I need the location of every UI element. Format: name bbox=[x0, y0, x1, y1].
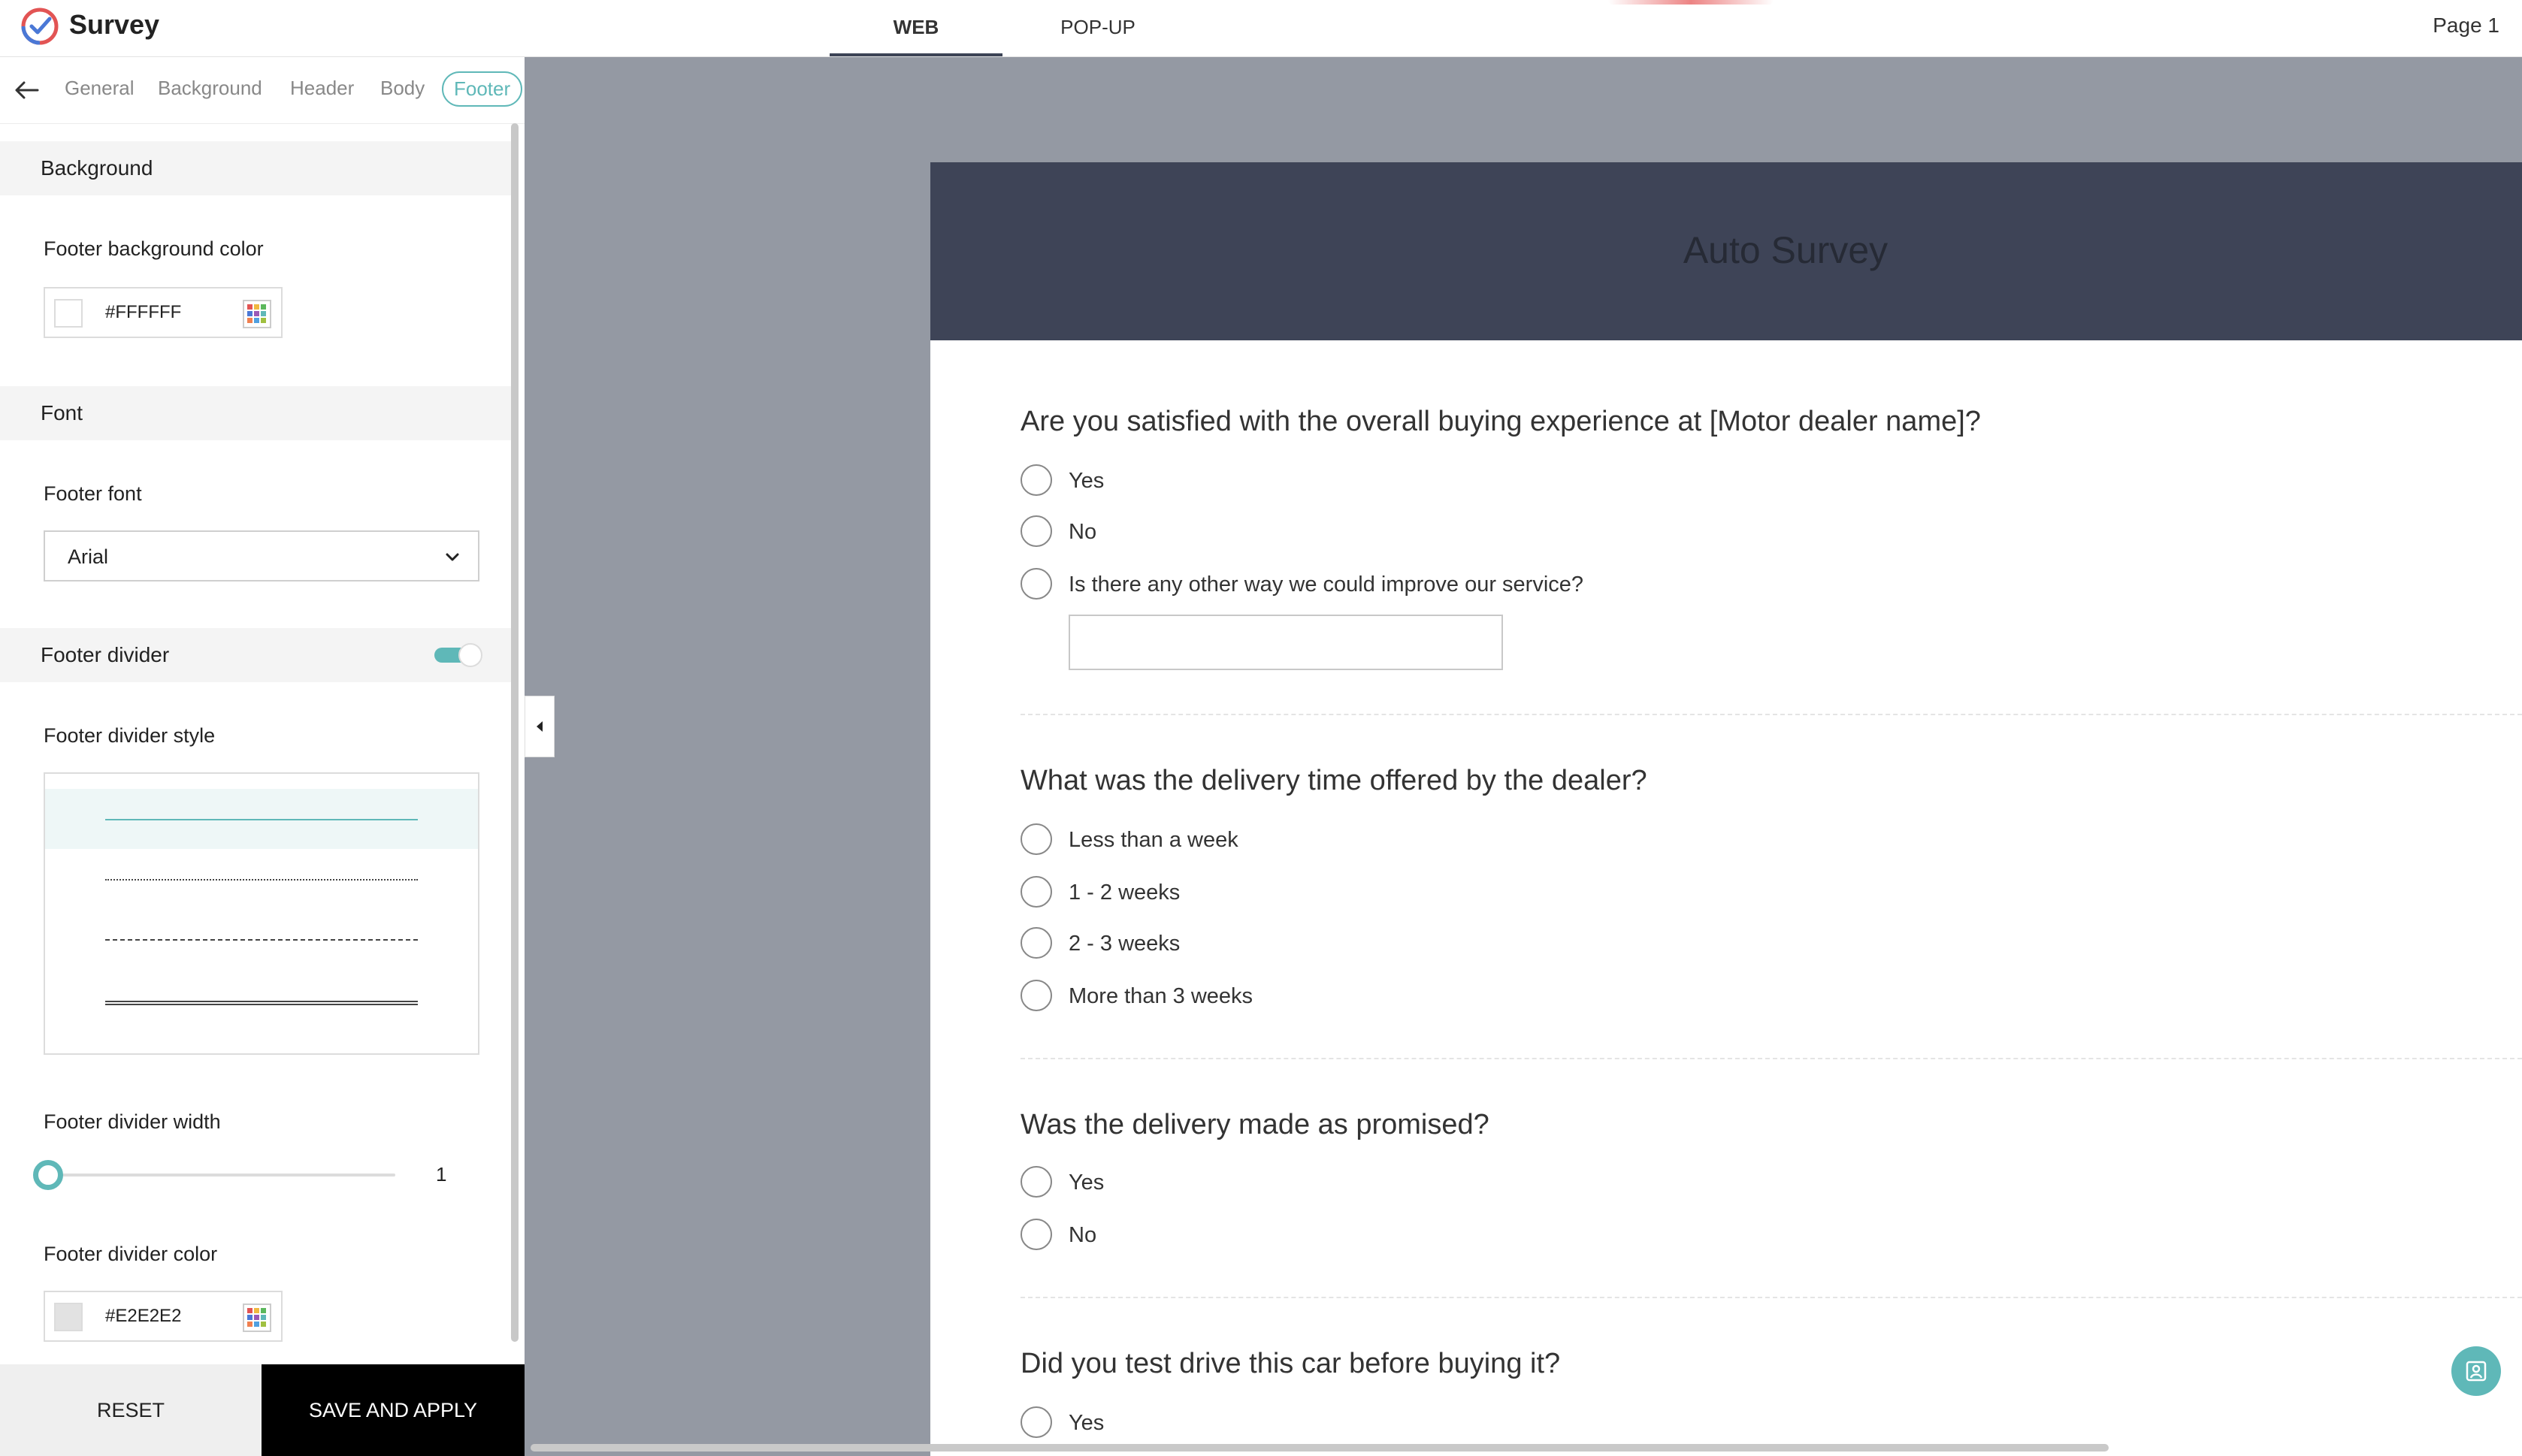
question-separator bbox=[1021, 1297, 2522, 1298]
option-label: No bbox=[1069, 1223, 1097, 1247]
section-background bbox=[0, 141, 511, 195]
option-label: Yes bbox=[1069, 469, 1105, 493]
survey-header bbox=[930, 162, 2522, 340]
divider-style-list bbox=[44, 772, 479, 1055]
section-font bbox=[0, 386, 511, 440]
tab-popup[interactable]: POP-UP bbox=[1060, 16, 1136, 38]
subtab-body[interactable]: Body bbox=[380, 77, 425, 99]
footer-font-label: Footer font bbox=[44, 482, 142, 505]
settings-subnav bbox=[0, 57, 525, 124]
tab-web[interactable]: WEB bbox=[830, 0, 1002, 56]
dashed-line bbox=[105, 939, 418, 941]
option-label: Yes bbox=[1069, 1171, 1105, 1195]
question-2: What was the delivery time offered by the dealer? bbox=[1021, 765, 1647, 796]
color-picker-icon[interactable] bbox=[242, 1303, 272, 1333]
divider-color-label: Footer divider color bbox=[44, 1243, 218, 1265]
radio-button[interactable] bbox=[1021, 980, 1052, 1011]
divider-width-slider-track[interactable] bbox=[50, 1174, 395, 1177]
question-separator bbox=[1021, 1058, 2522, 1059]
section-title: Font bbox=[41, 401, 83, 424]
footer-bg-color-label: Footer background color bbox=[44, 237, 264, 260]
radio-button[interactable] bbox=[1021, 876, 1052, 908]
sidebar-scrollbar[interactable] bbox=[511, 123, 519, 1342]
caret-left-icon bbox=[533, 719, 546, 734]
option-label: 1 - 2 weeks bbox=[1069, 881, 1181, 905]
divider-color-field[interactable] bbox=[44, 1291, 283, 1342]
section-title: Footer divider bbox=[41, 643, 170, 666]
color-value: #FFFFFF bbox=[105, 302, 182, 322]
save-and-apply-button[interactable]: SAVE AND APPLY bbox=[262, 1364, 525, 1456]
solid-line bbox=[105, 819, 418, 820]
other-text-input[interactable] bbox=[1069, 615, 1503, 670]
radio-button[interactable] bbox=[1021, 927, 1052, 959]
survey-logo-icon bbox=[20, 6, 60, 47]
page-indicator[interactable]: Page 1 bbox=[2433, 14, 2499, 37]
survey-card bbox=[930, 162, 2522, 1456]
color-swatch bbox=[54, 1303, 83, 1331]
option-label: 2 - 3 weeks bbox=[1069, 932, 1181, 956]
option-label: Yes bbox=[1069, 1411, 1105, 1435]
preview-horizontal-scrollbar[interactable] bbox=[531, 1444, 2109, 1451]
top-bar bbox=[0, 0, 2522, 57]
divider-style-label: Footer divider style bbox=[44, 724, 216, 747]
radio-button[interactable] bbox=[1021, 464, 1052, 496]
option-label: Less than a week bbox=[1069, 828, 1238, 852]
app-title: Survey bbox=[69, 9, 160, 40]
color-value: #E2E2E2 bbox=[105, 1306, 182, 1326]
footer-bg-color-field[interactable] bbox=[44, 287, 283, 338]
dotted-line bbox=[105, 879, 418, 881]
radio-button[interactable] bbox=[1021, 823, 1052, 855]
double-line bbox=[105, 1001, 418, 1005]
question-3: Was the delivery made as promised? bbox=[1021, 1109, 1489, 1140]
divider-style-dashed[interactable] bbox=[45, 909, 478, 969]
subtab-general[interactable]: General bbox=[65, 77, 135, 99]
question-4: Did you test drive this car before buying it? bbox=[1021, 1348, 1561, 1379]
reset-button[interactable]: RESET bbox=[0, 1364, 262, 1456]
divider-style-dotted[interactable] bbox=[45, 849, 478, 909]
radio-button[interactable] bbox=[1021, 515, 1052, 547]
color-swatch bbox=[54, 299, 83, 328]
footer-font-select[interactable] bbox=[44, 530, 479, 581]
subtab-header[interactable]: Header bbox=[290, 77, 355, 99]
radio-button[interactable] bbox=[1021, 1406, 1052, 1438]
option-label: More than 3 weeks bbox=[1069, 984, 1253, 1008]
subtab-background[interactable]: Background bbox=[158, 77, 262, 99]
collapse-sidebar-button[interactable] bbox=[525, 696, 555, 757]
preview-action-button[interactable] bbox=[2451, 1346, 2501, 1396]
option-label: No bbox=[1069, 520, 1097, 544]
settings-sidebar bbox=[0, 57, 525, 1456]
divider-width-slider-handle[interactable] bbox=[33, 1160, 63, 1190]
decorative-glow bbox=[1608, 0, 1774, 5]
subtab-footer[interactable]: Footer bbox=[442, 71, 522, 107]
survey-title: Auto Survey bbox=[1683, 229, 1888, 271]
color-picker-icon[interactable] bbox=[242, 299, 272, 329]
footer-divider-toggle[interactable] bbox=[433, 642, 485, 669]
radio-button[interactable] bbox=[1021, 1219, 1052, 1250]
divider-style-double[interactable] bbox=[45, 971, 478, 1031]
divider-width-value: 1 bbox=[436, 1163, 447, 1186]
select-value: Arial bbox=[68, 545, 109, 568]
section-title: Background bbox=[41, 156, 153, 180]
radio-button[interactable] bbox=[1021, 568, 1052, 600]
back-arrow-icon[interactable] bbox=[11, 74, 44, 107]
radio-button[interactable] bbox=[1021, 1166, 1052, 1198]
question-1: Are you satisfied with the overall buying experience at [Motor dealer name]? bbox=[1021, 406, 1981, 437]
question-separator bbox=[1021, 714, 2522, 715]
divider-style-solid[interactable] bbox=[45, 789, 478, 849]
option-label: Is there any other way we could improve our service? bbox=[1069, 572, 1584, 597]
divider-width-label: Footer divider width bbox=[44, 1110, 221, 1133]
chevron-down-icon bbox=[442, 547, 463, 568]
preview-icon bbox=[2464, 1359, 2488, 1383]
